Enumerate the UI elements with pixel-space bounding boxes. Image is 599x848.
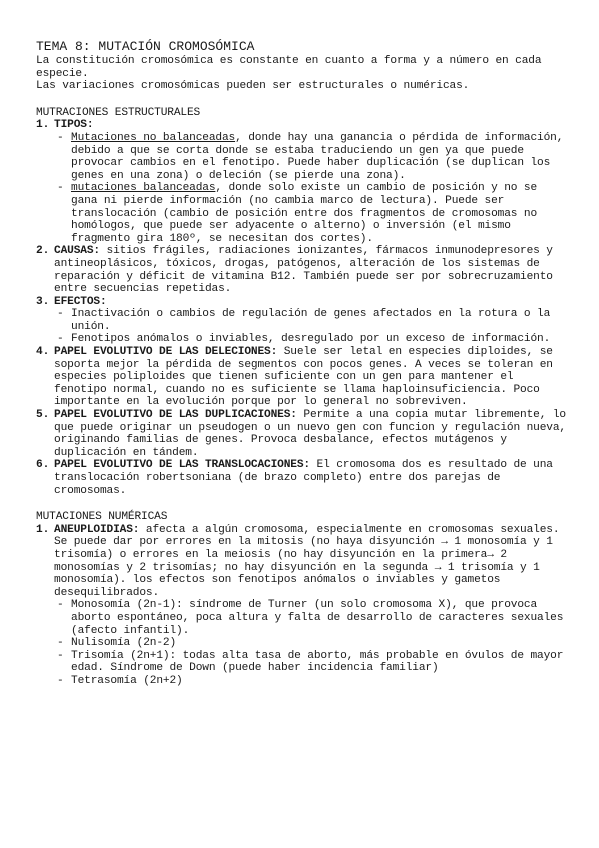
list-item-aneuploidias [36, 524, 566, 688]
item-number: 5. [36, 409, 50, 422]
dash-marker: - [57, 308, 64, 321]
item-number: 6. [36, 459, 50, 472]
item-label: PAPEL EVOLUTIVO DE LAS DUPLICACIONES: [54, 409, 297, 422]
section-heading: MUTRACIONES ESTRUCTURALES [36, 106, 201, 119]
bullet-item [54, 132, 566, 182]
item-number: 2. [36, 245, 50, 258]
item-text: Trisomía (2n+1): todas alta tasa de aborto, más probable en óvulos de mayor edad. Síndrome de Down (puede haber incidencia familiar) [71, 649, 564, 675]
bullet-item [54, 650, 566, 675]
item-label: TIPOS: [54, 119, 94, 132]
dash-marker: - [57, 637, 64, 650]
list-item-causas [36, 245, 566, 295]
intro-paragraph: La constitución cromosómica es constante en cuanto a forma y a número en cada especie. [36, 55, 542, 80]
dash-marker: - [57, 674, 64, 687]
item-label: PAPEL EVOLUTIVO DE LAS DELECIONES: [54, 346, 278, 359]
item-number: 4. [36, 346, 50, 359]
item-text: Tetrasomía (2n+2) [71, 674, 183, 687]
numbered-list [36, 524, 566, 688]
dash-marker: - [57, 649, 64, 662]
item-number: 1. [36, 119, 50, 132]
item-text: sitios frágiles, radiaciones ionizantes, fármacos inmunodepresores y antineoplásicos, tóxicos, drogas, patógenos, alteración de los sistemas de reparación y déficit de vitamina B12. También puede ser por sobrecruzamiento entre secuencias repetidas. [54, 245, 553, 296]
item-text: afecta a algún cromosoma, especialmente en cromosomas sexuales. Se puede dar por errores en la mitosis (no haya disyunción → 1 monosomía y 1 trisomía) o errores en la meiosis (no hay disyunción en la primera→ 2 monosomías y 2 trisomías; no hay disyunción en la segunda → 1 trisomía y 1 monosomía). los efectos son fenotipos anómalos o inviables y gametos desequilibrados. [54, 523, 560, 599]
item-label: PAPEL EVOLUTIVO DE LAS TRANSLOCACIONES: [54, 459, 310, 472]
bullet-list [54, 308, 566, 346]
list-item-deleciones [36, 346, 566, 409]
item-text: Suele ser letal en especies diploides, se soporta mejor la pérdida de segmentos con pocos genes. A veces se toleran en especies poliploides que tienen suficiente con un gen para mantener el fenotipo normal, cuando no es suficiente se llama haploinsuficiencia. Poco importante en la evolución porque por lo general no sobreviven. [54, 346, 553, 409]
item-text: , donde solo existe un cambio de posición y no se gana ni pierde información (no cambia marco de lectura). Puede ser translocación (cambio de posición entre dos fragmentos de cromosomas no homólogos, que puede ser adyacente o alterno) o inversión (el mismo fragmento gira 180º, se necesitan dos cortes). [71, 182, 538, 245]
bullet-item [54, 333, 566, 346]
list-item-translocaciones [36, 459, 566, 497]
dash-marker: - [57, 131, 64, 144]
item-text: , donde hay una ganancia o pérdida de información, debido a que se corta donde se estaba traduciendo un gen ya que puede provocar cambios en el fenotipo. Puede haber duplicación (se duplican los genes en una zona) o deleción (se pierde una zona). [71, 131, 564, 182]
item-number: 1. [36, 523, 50, 536]
dash-marker: - [57, 333, 64, 346]
section-estructurales [36, 107, 566, 497]
term-underlined: mutaciones balanceadas [71, 182, 216, 195]
item-text: Nulisomía (2n-2) [71, 637, 177, 650]
numbered-list [36, 119, 566, 497]
item-label: CAUSAS: [54, 245, 100, 258]
item-text: Permite a una copia mutar libremente, lo que puede originar un pseudogen o un nuevo gen con funcion y regulación nueva, originando familias de genes. Provoca desbalance, efectos mutágenos y duplicación en tándem. [54, 409, 566, 459]
item-text: El cromosoma dos es resultado de una translocación robertsoniana (de brazo completo) entre dos parejas de cromosomas. [54, 459, 553, 497]
item-text: Monosomía (2n-1): síndrome de Turner (un solo cromosoma X), que provoca aborto espontáneo, poca altura y falta de desarrollo de caracteres sexuales (afecto infantil). [71, 599, 564, 637]
bullet-list [54, 599, 566, 687]
intro-paragraph: Las variaciones cromosómicas pueden ser estructurales o numéricas. [36, 80, 470, 93]
bullet-item [54, 675, 566, 688]
bullet-list [54, 132, 566, 245]
dash-marker: - [57, 182, 64, 195]
bullet-item [54, 308, 566, 333]
list-item-duplicaciones [36, 409, 566, 459]
bullet-item [54, 637, 566, 650]
bullet-item [54, 599, 566, 637]
document-page [36, 40, 566, 688]
list-item-tipos [36, 119, 566, 245]
page-title: TEMA 8: MUTACIÓN CROMOSÓMICA [36, 39, 255, 54]
item-label: EFECTOS: [54, 295, 107, 308]
term-underlined: Mutaciones no balanceadas [71, 131, 236, 144]
item-text: Inactivación o cambios de regulación de genes afectados en la rotura o la unión. [71, 308, 551, 333]
item-text: Fenotipos anómalos o inviables, desregulado por un exceso de información. [71, 333, 551, 346]
bullet-item [54, 182, 566, 245]
list-item-efectos [36, 296, 566, 346]
dash-marker: - [57, 599, 64, 612]
item-label: ANEUPLOIDIAS: [54, 523, 140, 536]
section-heading: MUTACIONES NUMÉRICAS [36, 511, 168, 524]
section-numericas [36, 511, 566, 687]
item-number: 3. [36, 295, 50, 308]
